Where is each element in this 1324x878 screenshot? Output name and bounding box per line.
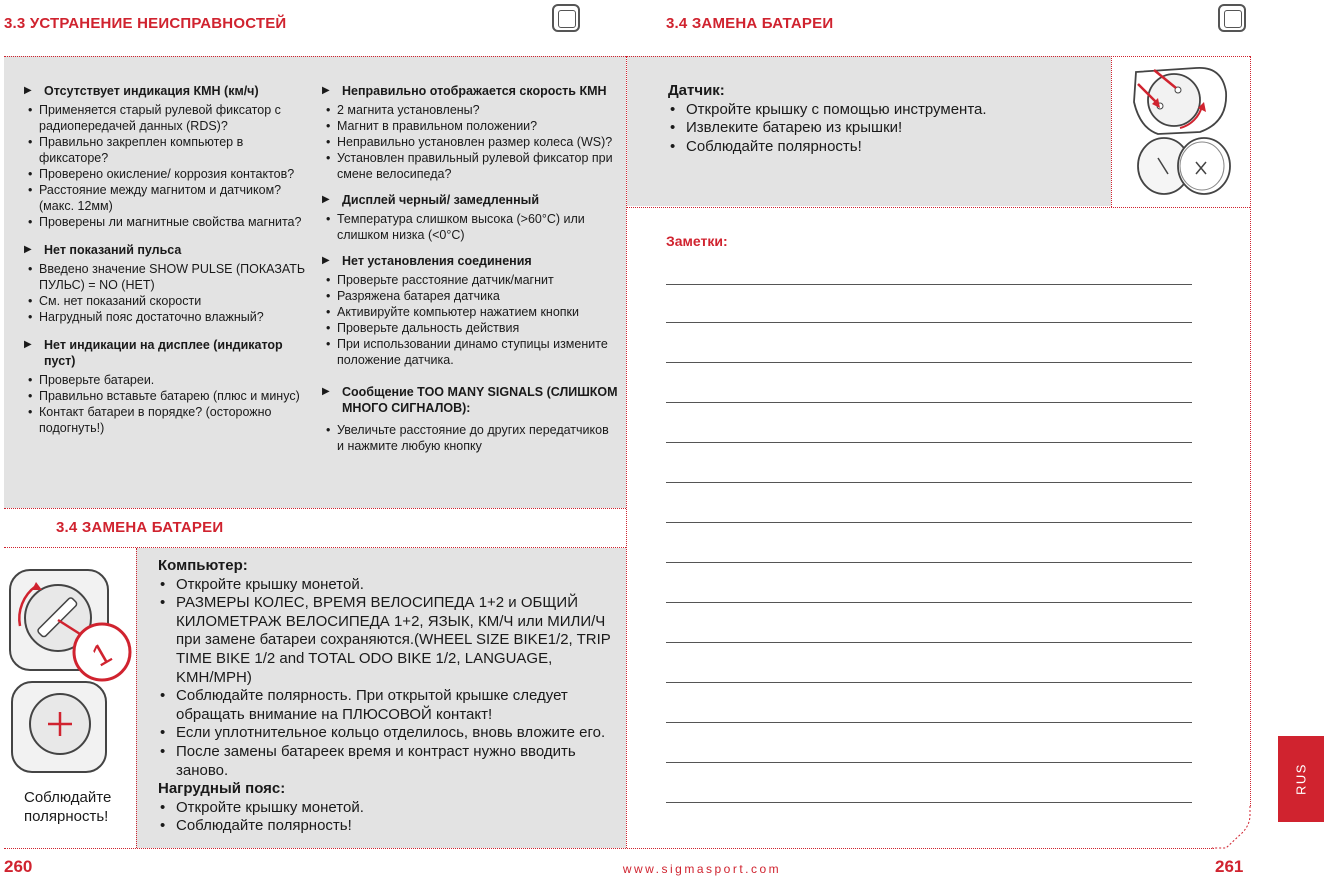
list-item: • Расстояние между магнитом и датчиком? (макс. 12мм) bbox=[28, 182, 314, 214]
list-item: • После замены батареек время и контраст нужно вводить заново. bbox=[160, 743, 618, 780]
note-line[interactable] bbox=[666, 362, 1192, 363]
list-item: • Проверьте расстояние датчик/магнит bbox=[326, 272, 618, 288]
page-corner bbox=[1212, 805, 1252, 849]
note-line[interactable] bbox=[666, 284, 1192, 285]
note-line[interactable] bbox=[666, 482, 1192, 483]
list-item: • Извлеките батарею из крышки! bbox=[670, 119, 1098, 138]
list-item: • Магнит в правильном положении? bbox=[326, 118, 618, 134]
list-item: • Применяется старый рулевой фиксатор с радиопередачей данных (RDS)? bbox=[28, 102, 314, 134]
note-line[interactable] bbox=[666, 762, 1192, 763]
sensor-divider bbox=[1111, 56, 1112, 207]
list-item: • Откройте крышку монетой. bbox=[160, 576, 618, 595]
computer-battery-text bbox=[158, 557, 618, 836]
note-line[interactable] bbox=[666, 442, 1192, 443]
list-item: • Проверьте батареи. bbox=[28, 372, 314, 388]
trouble-heading: ▶ Нет установления соединения bbox=[322, 253, 618, 269]
right-edge bbox=[1250, 56, 1251, 806]
bottom-border bbox=[4, 848, 1214, 849]
list-item: • Правильно закреплен компьютер в фиксаторе? bbox=[28, 134, 314, 166]
sensor-bottom-border bbox=[626, 207, 1250, 208]
list-item: • Соблюдайте полярность! bbox=[160, 817, 618, 836]
list-item: • Проверены ли магнитные свойства магнита? bbox=[28, 214, 314, 230]
device-icon bbox=[552, 4, 580, 32]
trouble-group bbox=[322, 83, 618, 182]
list-item: • РАЗМЕРЫ КОЛЕС, ВРЕМЯ ВЕЛОСИПЕДА 1+2 и ОБЩИЙ КИЛОМЕТРАЖ ВЕЛОСИПЕДА 1+2, ЯЗЫК, КМ/Ч или МИЛИ/Ч при замене батареи сохраняются.(WHEEL SIZE BIKE1/2, TRIP TIME BIKE 1/2 and TOTAL ODO BIKE 1/2, LANGUAGE, KMH/MPH) bbox=[160, 594, 618, 687]
sensor-battery-illustration bbox=[1118, 62, 1246, 202]
sensor-battery-text bbox=[668, 82, 1098, 156]
trouble-heading: ▶ Неправильно отображается скорость КМН bbox=[322, 83, 618, 99]
computer-heading: Компьютер: bbox=[158, 557, 248, 574]
list-item: • Увеличьте расстояние до других передатчиков и нажмите любую кнопку bbox=[326, 422, 618, 454]
sensor-lid bbox=[1148, 74, 1200, 126]
list-item: • Активируйте компьютер нажатием кнопки bbox=[326, 304, 618, 320]
list-item: • При использовании динамо ступицы измените положение датчика. bbox=[326, 336, 618, 368]
list-item: • Температура слишком высока (>60°C) или слишком низка (<0°C) bbox=[326, 211, 618, 243]
trouble-group bbox=[24, 83, 314, 230]
note-line[interactable] bbox=[666, 602, 1192, 603]
coin-digit: 1 bbox=[86, 636, 118, 674]
battery-title-left: 3.4 ЗАМЕНА БАТАРЕИ bbox=[56, 519, 224, 536]
note-line[interactable] bbox=[666, 642, 1192, 643]
note-line[interactable] bbox=[666, 682, 1192, 683]
page-number-left: 260 bbox=[4, 857, 33, 876]
trouble-group bbox=[24, 337, 314, 436]
computer-battery-illustration bbox=[6, 564, 132, 776]
note-line[interactable] bbox=[666, 802, 1192, 803]
notes-label: Заметки: bbox=[666, 233, 728, 249]
polarity-caption: Соблюдайте полярность! bbox=[24, 789, 112, 825]
troubleshooting-title: 3.3 УСТРАНЕНИЕ НЕИСПРАВНОСТЕЙ bbox=[4, 15, 287, 32]
note-line[interactable] bbox=[666, 322, 1192, 323]
chest-heading: Нагрудный пояс: bbox=[158, 780, 286, 798]
trouble-heading: ▶ Сообщение TOO MANY SIGNALS (СЛИШКОМ МНОГО СИГНАЛОВ): bbox=[322, 384, 618, 416]
trouble-heading: ▶ Нет индикации на дисплее (индикатор пуст) bbox=[24, 337, 314, 369]
list-item: • Разряжена батарея датчика bbox=[326, 288, 618, 304]
list-item: • Нагрудный пояс достаточно влажный? bbox=[28, 309, 314, 325]
list-item: • Если уплотнительное кольцо отделилось, вновь вложите его. bbox=[160, 724, 618, 743]
list-item: • Соблюдайте полярность! bbox=[670, 138, 1098, 157]
trouble-heading: ▶ Нет показаний пульса bbox=[24, 242, 314, 258]
note-line[interactable] bbox=[666, 722, 1192, 723]
list-item: • Контакт батареи в порядке? (осторожно подогнуть!) bbox=[28, 404, 314, 436]
note-line[interactable] bbox=[666, 562, 1192, 563]
trouble-group bbox=[24, 242, 314, 325]
language-tab bbox=[1278, 736, 1324, 822]
battery-title-right: 3.4 ЗАМЕНА БАТАРЕИ bbox=[666, 15, 834, 32]
page-number-right: 261 bbox=[1215, 857, 1244, 876]
list-item: • Проверьте дальность действия bbox=[326, 320, 618, 336]
language-tab-label: RUS bbox=[1293, 763, 1309, 795]
trouble-group bbox=[322, 192, 618, 243]
device-icon bbox=[1218, 4, 1246, 32]
trouble-heading: ▶ Отсутствует индикация КМН (км/ч) bbox=[24, 83, 314, 99]
list-item: • 2 магнита установлены? bbox=[326, 102, 618, 118]
note-line[interactable] bbox=[666, 402, 1192, 403]
list-item: • Неправильно установлен размер колеса (WS)? bbox=[326, 134, 618, 150]
note-line[interactable] bbox=[666, 522, 1192, 523]
list-item: • Установлен правильный рулевой фиксатор при смене велосипеда? bbox=[326, 150, 618, 182]
trouble-group bbox=[322, 253, 618, 368]
sensor-heading: Датчик: bbox=[668, 82, 725, 99]
coin-battery bbox=[1178, 138, 1230, 194]
list-item: • См. нет показаний скорости bbox=[28, 293, 314, 309]
list-item: • Правильно вставьте батарею (плюс и минус) bbox=[28, 388, 314, 404]
list-item: • Откройте крышку монетой. bbox=[160, 799, 618, 818]
list-item: • Откройте крышку с помощью инструмента. bbox=[670, 101, 1098, 120]
panel-top-border bbox=[4, 56, 626, 57]
battery-divider bbox=[136, 548, 137, 848]
panel-bottom-border bbox=[4, 508, 626, 509]
trouble-heading: ▶ Дисплей черный/ замедленный bbox=[322, 192, 618, 208]
list-item: • Проверено окисление/ коррозия контактов? bbox=[28, 166, 314, 182]
troubleshooting-col-1 bbox=[24, 83, 314, 443]
troubleshooting-col-2 bbox=[322, 83, 618, 461]
sensor-top-border bbox=[626, 56, 1250, 57]
trouble-group bbox=[322, 384, 618, 454]
footer-url[interactable]: www.sigmasport.com bbox=[622, 862, 782, 876]
list-item: • Введено значение SHOW PULSE (ПОКАЗАТЬ ПУЛЬС) = NO (НЕТ) bbox=[28, 261, 314, 293]
list-item: • Соблюдайте полярность. При открытой крышке следует обращать внимание на ПЛЮСОВОЙ контакт! bbox=[160, 687, 618, 724]
